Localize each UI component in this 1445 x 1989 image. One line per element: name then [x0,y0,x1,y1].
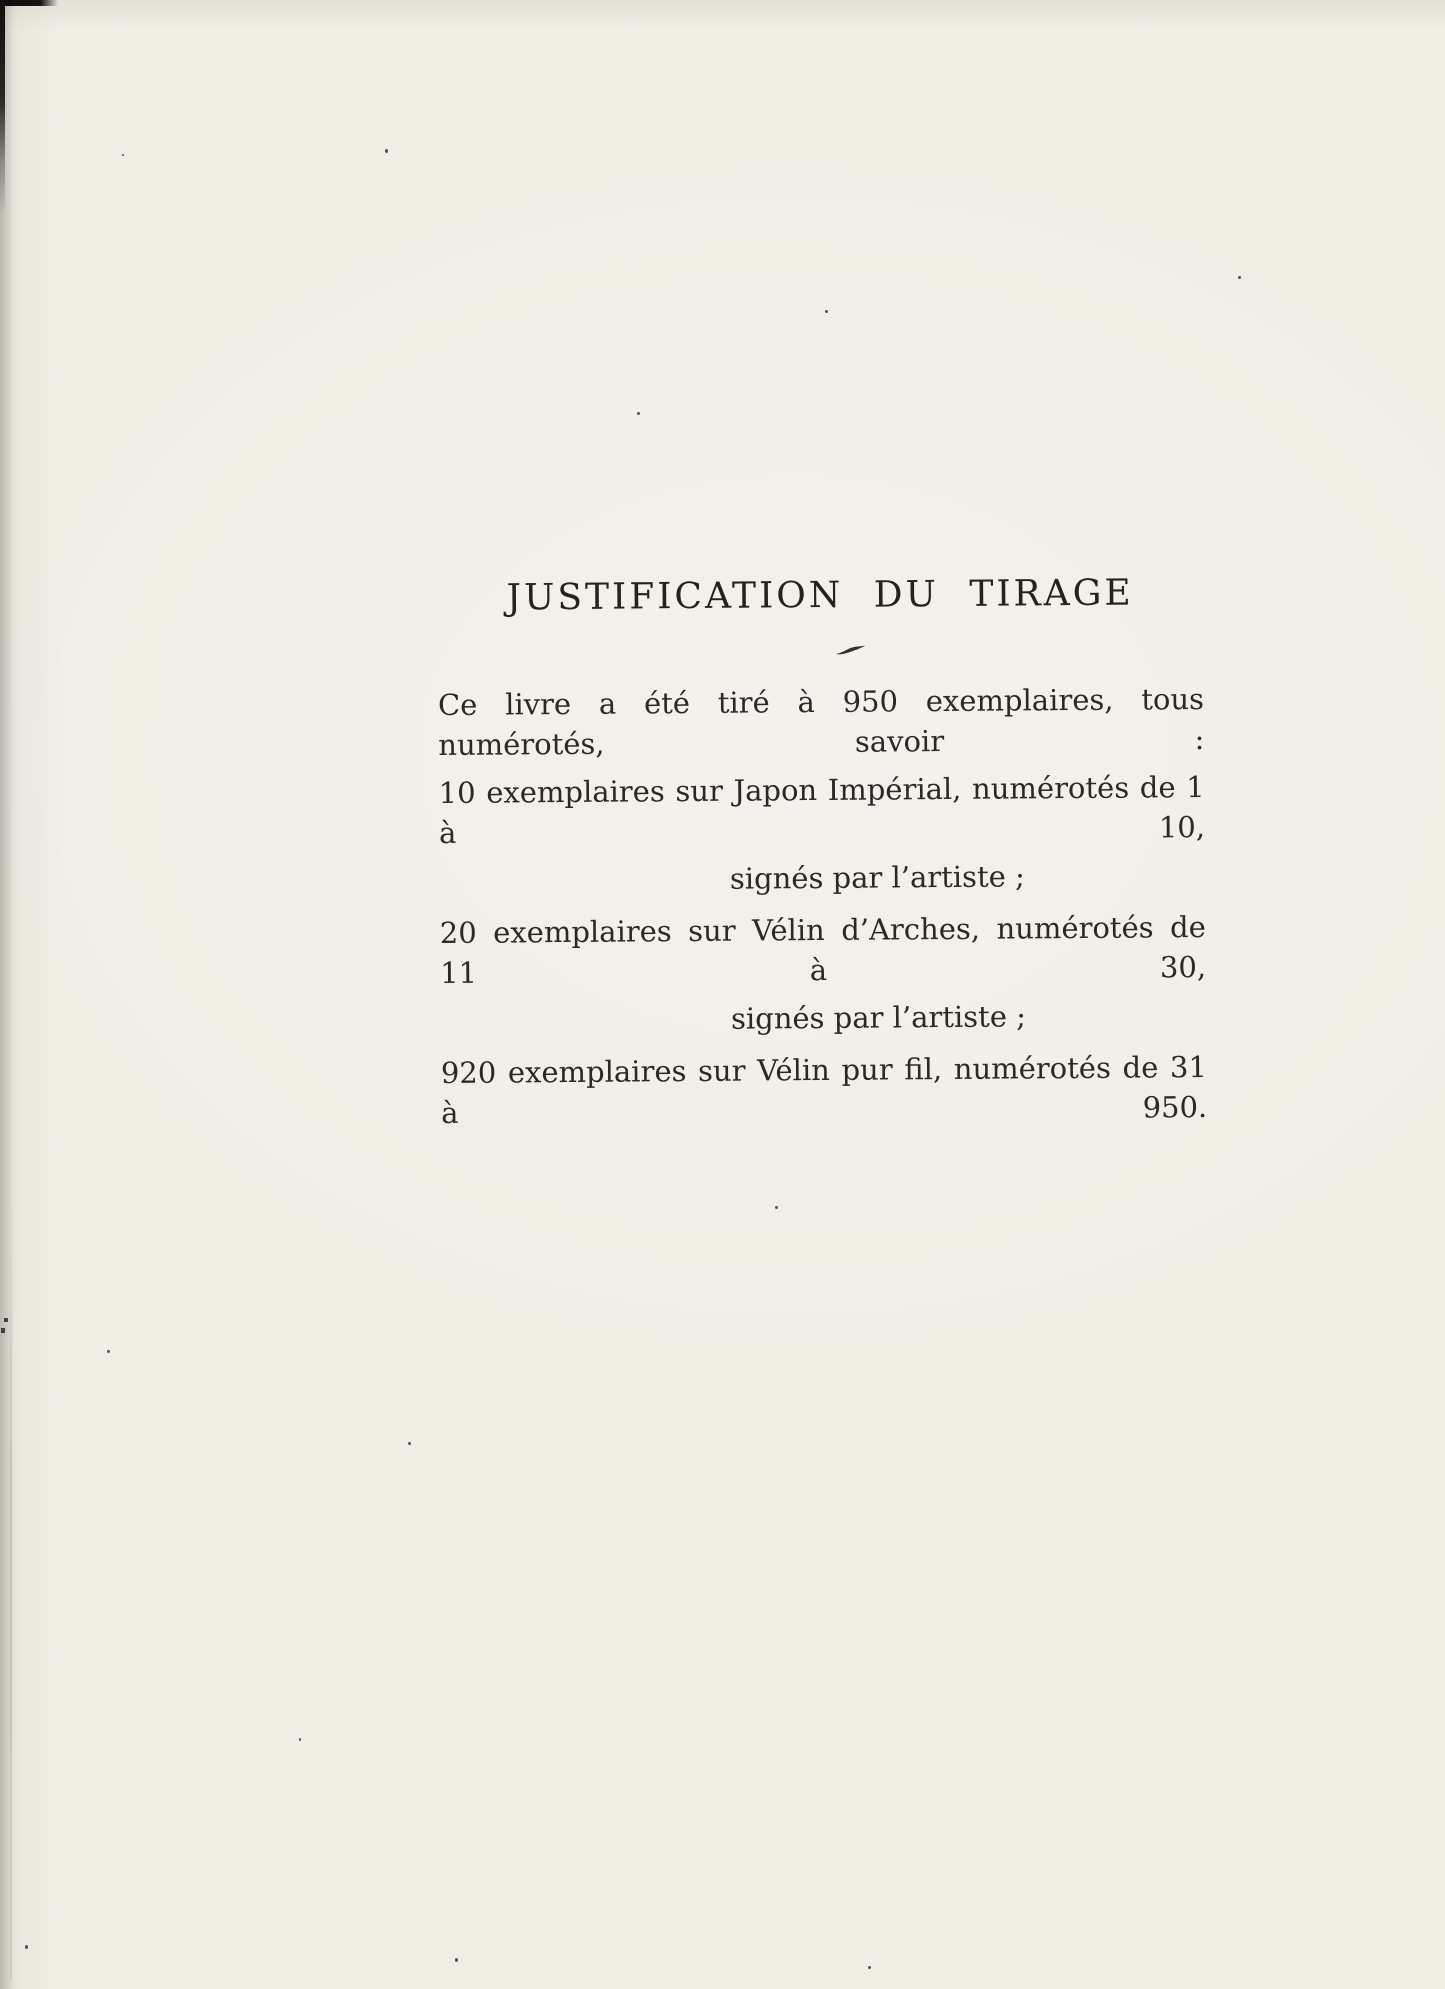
top-left-edge-mark [0,0,58,6]
colophon [437,572,1207,1133]
tilde-ornament-icon [834,644,868,658]
ornament-dash [437,613,1203,685]
left-edge-mark [0,4,5,214]
dust-speck [299,1738,301,1741]
dust-speck [1238,276,1241,279]
dust-speck [122,154,124,156]
dust-speck [637,412,640,415]
colophon-text [438,679,1207,1133]
colophon-line: 20 exemplaires sur Vélin d’Arches, numérotés de 11 à 30, [439,909,1207,990]
colophon-line: 920 exemplaires sur Vélin pur fil, numérotés de 31 à 950. [440,1049,1208,1130]
left-crease [10,1200,12,1980]
dust-speck [25,1945,28,1949]
dust-speck [107,1350,110,1353]
colophon-line: 10 exemplaires sur Japon Impérial, numérotés de 1 à 10, [438,769,1206,850]
colophon-line: signés par l’artiste ; [730,999,1027,1036]
edge-mark [1,1328,5,1333]
dust-speck [868,1966,871,1969]
colophon-line: signés par l’artiste ; [729,859,1025,896]
dust-speck [385,149,388,153]
page-title: JUSTIFICATION DU TIRAGE [506,572,1134,619]
colophon-line: Ce livre a été tiré à 950 exemplaires, tous numérotés, savoir : [437,681,1205,763]
edge-mark [4,1318,8,1322]
dust-speck [455,1958,458,1962]
dust-speck [825,310,828,313]
dust-speck [775,1206,778,1209]
dust-speck [408,1442,411,1445]
